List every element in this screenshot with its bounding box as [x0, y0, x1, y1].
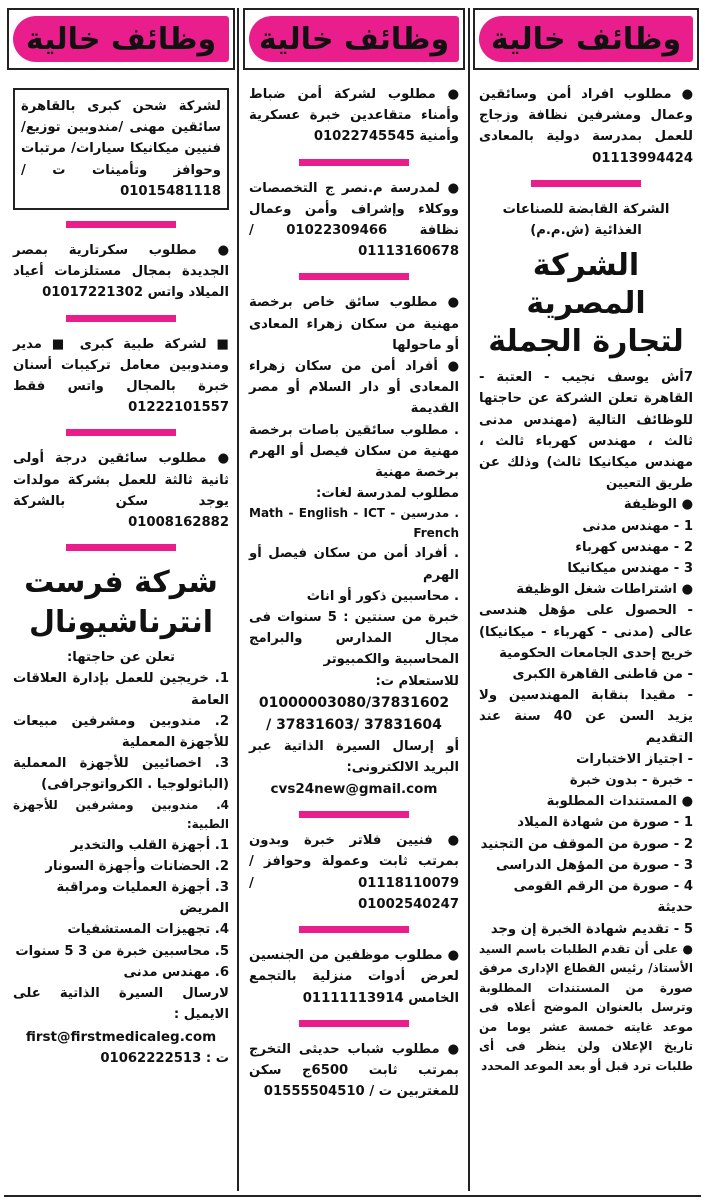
section-header: [473, 8, 699, 70]
ad-security-workers: ● مطلوب افراد أمن وسائقين وعمال ومشرفين نظافة وزجاج للعمل بمدرسة دولية بالمعادى 01113994424: [479, 87, 693, 166]
header-title: وظائف خالية: [258, 21, 450, 57]
company-name-line2: لتجارة الجملة: [488, 324, 684, 360]
first-intl-item: 1. خريجين للعمل بإدارة العلاقات العامة: [13, 671, 229, 708]
condition-item: - الحصول على مؤهل هندسى عالى (مدنى - كهرباء - ميكانيكا) خريج إحدى الجامعات الحكومية: [479, 603, 693, 661]
job-item: 2 - مهندس كهرباء: [575, 539, 693, 555]
phone-number: ت : 01062222513: [100, 1050, 229, 1066]
docs-title: ● المستندات المطلوبة: [546, 794, 693, 810]
cv-instruction: أو إرسال السيرة الذاتية عبر البريد الالكترونى:: [249, 738, 459, 776]
ad-holding-company: الشركة القابضة للصناعات الغذائية (ش.م.م): [502, 201, 670, 239]
first-intl-item: 5. محاسبين خبرة من 3 5 سنوات: [15, 943, 229, 959]
ad-driver-line: خبرة من سنتين : 5 سنوات فى مجال المدارس والبرامج المحاسبية والكمبيوتر: [249, 610, 459, 668]
ad-driver-line: مطلوب لمدرسة لغات:: [316, 486, 459, 502]
doc-item: 1 - صورة من شهادة الميلاد: [517, 815, 693, 831]
column-middle: [243, 0, 465, 1195]
ad-sales-staff: ● مطلوب موظفين من الجنسين لعرض أدوات منزلية بالتجمع الخامس 01111113914: [249, 948, 459, 1006]
first-intl-item: 4. مندوبين ومشرفين للأجهزة الطبية:: [13, 797, 229, 832]
ad-graduates: ● مطلوب شباب حديثى التخرج بمرتب ثابت 6500ج سكن للمغتربين ت / 01555504510: [249, 1041, 459, 1100]
first-intl-line1: شركة فرست: [24, 565, 218, 601]
separator: [66, 221, 176, 228]
separator: [299, 1020, 409, 1027]
separator: [299, 273, 409, 280]
header-title: وظائف خالية: [25, 21, 217, 57]
column-right: [473, 0, 699, 1195]
closing-note: ● على أن تقدم الطلبات باسم السيد الأستاذ/ رئيس القطاع الإدارى مرفق صورة من المستندات المطلوبة وترسل بالعنوان الموضح أعلاه فى موعد غايته خمسة عشر يوما من تاريخ الإعلان ولن ينظر فى أى طلبات ترد قبل أو بعد الموعد المحدد: [479, 941, 693, 1073]
separator: [299, 159, 409, 166]
separator: [66, 544, 176, 551]
first-intl-item: 3. أجهزة العمليات ومراقبة المريض: [56, 880, 229, 917]
first-intl-cv: لارسال السيرة الذاتية على الايميل :: [13, 986, 229, 1023]
email-address[interactable]: cvs24new@gmail.com: [270, 781, 438, 798]
separator: [531, 180, 641, 187]
condition-item: - خبرة - بدون خبرة: [569, 773, 693, 789]
ad-school-nasr-city: ● لمدرسة م.نصر ج التخصصات ووكلاء وإشراف وأمن وعمال نظافة 01022309466 / 01113160678: [249, 180, 459, 260]
ad-filter-technicians: ● فنيين فلاتر خبرة وبدون بمرتب ثابت وعمولة وحوافز / 01118110079 / 01002540247: [249, 833, 459, 912]
first-intl-item: 6. مهندس مدنى: [123, 964, 229, 980]
doc-item: 3 - صورة من المؤهل الدراسى: [495, 857, 693, 873]
company-intro: 7أش يوسف نجيب - العتبة - القاهرة تعلن الشركة عن حاجتها للوظائف التالية (مهندس مدنى ثالث ، مهندس كهرباء ثالث ، مهندس ميكانيكا ثالث) وذلك عن طريق التعيين: [479, 370, 693, 492]
job-item: 1 - مهندس مدنى: [582, 518, 693, 534]
ad-box-shipping: [13, 88, 229, 210]
section-header: [243, 8, 465, 70]
phone-number: 01000003080/37831602: [258, 694, 450, 711]
ad-driver-line: للاستعلام ت:: [375, 673, 459, 689]
first-intl-item: 2. الحضانات وأجهزة السونار: [45, 858, 229, 874]
column-divider: [237, 8, 239, 1191]
separator: [299, 926, 409, 933]
first-intl-item: 3. اخصائيين للأجهزة المعملية (الباثولوجيا . الكرواتوجرافى): [13, 756, 229, 793]
company-name-line1: الشركة المصرية: [526, 248, 646, 322]
separator: [299, 811, 409, 818]
separator: [66, 429, 176, 436]
jobs-title: ● الوظيفة: [623, 497, 693, 513]
ad-secretary: ● مطلوب سكرتارية بمصر الجديدة بمجال مستلزمات أعياد الميلاد واتس 01017221302: [13, 243, 229, 301]
condition-item: - اجتياز الاختبارات: [576, 751, 693, 767]
doc-item: 2 - صورة من الموقف من التجنيد: [480, 836, 693, 852]
job-item: 3 - مهندس ميكانيكا: [567, 561, 693, 577]
column-left: [7, 0, 235, 1195]
ad-driver-line: ● مطلوب سائق خاص برخصة مهنية من سكان زهراء المعادى أو ماحولها: [249, 295, 459, 353]
doc-item: 5 - تقديم شهادة الخبرة إن وجد: [490, 921, 693, 937]
ad-medical-company: ■ لشركة طبية كبرى ■ مدير ومندوبين معامل تركيبات أسنان خبرة بالمجال واتس فقط 01222101557: [13, 336, 229, 416]
first-intl-item: 2. مندوبين ومشرفين مبيعات للأجهزة المعملية: [13, 713, 229, 751]
column-divider: [468, 8, 470, 1191]
ad-driver-line: ● أفراد أمن من سكان زهراء المعادى أو دار السلام أو مصر القديمة: [249, 359, 459, 417]
ad-shipping-company: لشركة شحن كبرى بالقاهرة سائقين مهنى /مندوبين توزيع/ فنيين ميكانيكا سيارات/ مرتبات وحوافز وتأمينات ت / 01015481118: [21, 99, 221, 199]
ad-driver-line: . مدرسين Math - English - ICT - French: [249, 506, 459, 540]
conditions-title: ● اشتراطات شغل الوظيفة: [516, 582, 693, 598]
ad-driver-line: . أفراد أمن من سكان فيصل أو الهرم: [249, 546, 459, 583]
ad-generator-drivers: ● مطلوب سائقين درجة أولى ثانية ثالثة للعمل بشركة مولدات يوجد سكن بالشركة 01008162882: [13, 451, 229, 531]
ad-security-officers: ● مطلوب لشركة أمن ضباط وأمناء متقاعدين خبرة عسكرية وأمنية 01022745545: [249, 87, 459, 145]
company-name: [479, 247, 693, 361]
doc-item: 4 - صورة من الرقم القومى حديثة: [513, 879, 693, 916]
first-intl-name: [13, 563, 229, 643]
ad-driver-line: . مطلوب سائقين باصات برخصة مهنية من سكان فيصل أو الهرم برخصة مهنية: [249, 422, 459, 481]
condition-item: - مقيدا بنقابة المهندسين ولا يزيد السن عن 40 سنة عند التقديم: [479, 688, 693, 746]
email-address[interactable]: first@firstmedicaleg.com: [25, 1028, 217, 1045]
first-intl-line2: انترناشيونال: [28, 605, 214, 641]
bottom-rule: [4, 1195, 701, 1197]
separator: [66, 315, 176, 322]
first-intl-item: 4. تجهيزات المستشفيات: [67, 922, 229, 938]
header-title: وظائف خالية: [490, 21, 682, 57]
first-intl-intro: تعلن عن حاجتها:: [67, 650, 175, 666]
condition-item: - من قاطنى القاهرة الكبرى: [512, 667, 693, 683]
phone-number: / 37831603/ 37831604: [266, 716, 442, 733]
ad-driver-line: . محاسبين ذكور أو اناث: [306, 588, 459, 604]
first-intl-item: 1. أجهزة القلب والتخدير: [70, 837, 229, 853]
section-header: [7, 8, 235, 70]
